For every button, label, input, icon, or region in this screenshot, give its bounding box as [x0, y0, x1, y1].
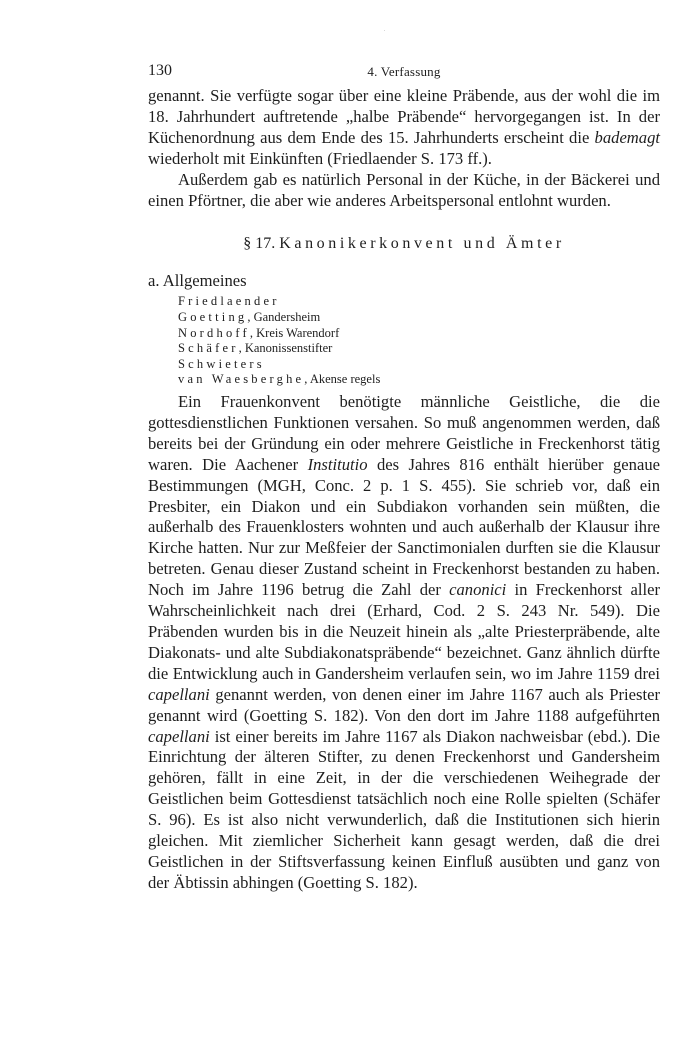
bibliography-entry: Goetting, Gandersheim [178, 310, 321, 325]
bib-author: Goetting [178, 310, 248, 325]
bibliography-entry: van Waesberghe, Akense regels [178, 372, 381, 387]
bib-author: van Waesberghe [178, 372, 305, 387]
bibliography-list [178, 294, 660, 388]
intro-paragraph: Außerdem gab es natürlich Personal in der Küche, in der Bäckerei und einen Pförtner, die aber wie anderes Arbeitspersonal entlohnt wurden. [148, 169, 660, 210]
intro-text [148, 86, 660, 211]
bibliography-entry [178, 294, 660, 310]
italic-term: canonici [449, 580, 507, 600]
page-number: 130 [148, 62, 172, 79]
section-title: Kanonikerkonvent und Ämter [279, 235, 565, 253]
bibliography-entry [178, 357, 660, 373]
running-head [148, 62, 660, 86]
intro-paragraph: genannt. Sie verfügte sogar über eine kleine Präbende, aus der wohl die im 18. Jahrhundert auftretende „halbe Präbende“ hervorgegangen ist. In der Küchenordnung aus dem Ende des 15. Jahrhunderts erscheint die bademagt wiederholt mit Einkünften (Friedlaender S. 173 ff.). [148, 86, 660, 168]
section-number: § 17. [243, 235, 276, 253]
book-page [148, 62, 660, 894]
italic-term: Institutio [307, 454, 368, 474]
main-paragraph: Ein Frauenkonvent benötigte männliche Geistliche, die die gottesdienstlichen Funktionen versahen. So muß angenommen werden, daß bereits bei der Gründung ein oder mehrere Geistliche in Freckenhorst tätig waren. Die Aachener Institutio des Jahres 816 enthält hierüber genaue Bestimmungen (MGH, Conc. 2 p. 1 S. 455). Sie schrieb vor, daß ein Presbiter, ein Diakon und ein Subdiakon vorhanden sein müßten, die außerhalb des Frauenklosters wohnten und auch außerhalb der Klausur ihre Kirche hatten. Nur zur Meßfeier der Sanctimonialen durften sie die Klausur betreten. Genau dieser Zustand scheint in Freckenhorst bestanden zu haben. Noch im Jahre 1196 betrug die Zahl der canonici in Freckenhorst aller Wahrscheinlichkeit nach drei (Erhard, Cod. 2 S. 243 Nr. 549). Die Präbenden wurden bis in die Neuzeit hinein als „alte Priesterpräbende, alte Diakonats- und alte Subdiakonatspräbende“ bezeichnet. Ganz ähnlich dürfte die Entwicklung auch in Gandersheim verlaufen sein, wo im Jahre 1159 drei capellani genannt werden, von denen einer im Jahre 1167 auch als Priester genannt wird (Goetting S. 182). Von den dort im Jahre 1188 aufgeführten capellani ist einer bereits im Jahre 1167 als Diakon nachweisbar (ebd.). Die Einrichtung der älteren Stifter, zu denen Freckenhorst und Gandersheim gehören, fällt in eine Zeit, in der die verschiedenen Weihegrade der Geistlichen beim Gottesdienst tatsächlich noch eine Rolle spielten (Schäfer S. 96). Es ist also nicht verwunderlich, daß die Institutionen sich hierin gleichen. Mit ziemlicher Sicherheit kann gesagt werden, daß die drei Geistlichen in der Stiftsverfassung keinen Einfluß ausübten und ganz von der Äbtissin abhingen (Goetting S. 182). [148, 392, 660, 892]
bib-author: Nordhoff [178, 325, 250, 340]
bib-author: Schwieters [178, 356, 265, 371]
italic-term: bademagt [594, 127, 660, 147]
italic-term: capellani [148, 726, 210, 746]
subsection-heading: a. Allgemeines [148, 271, 247, 291]
bib-author: Schäfer [178, 341, 239, 356]
chapter-title: 4. Verfassung [367, 64, 441, 79]
section-heading [148, 235, 660, 253]
bibliography-entry: Nordhoff, Kreis Warendorf [178, 325, 340, 340]
main-text [148, 392, 660, 894]
bibliography-entry: Schäfer, Kanonissenstifter [178, 341, 333, 356]
bib-author: Friedlaender [178, 294, 280, 309]
scan-mark [384, 30, 385, 31]
italic-term: capellani [148, 684, 210, 704]
